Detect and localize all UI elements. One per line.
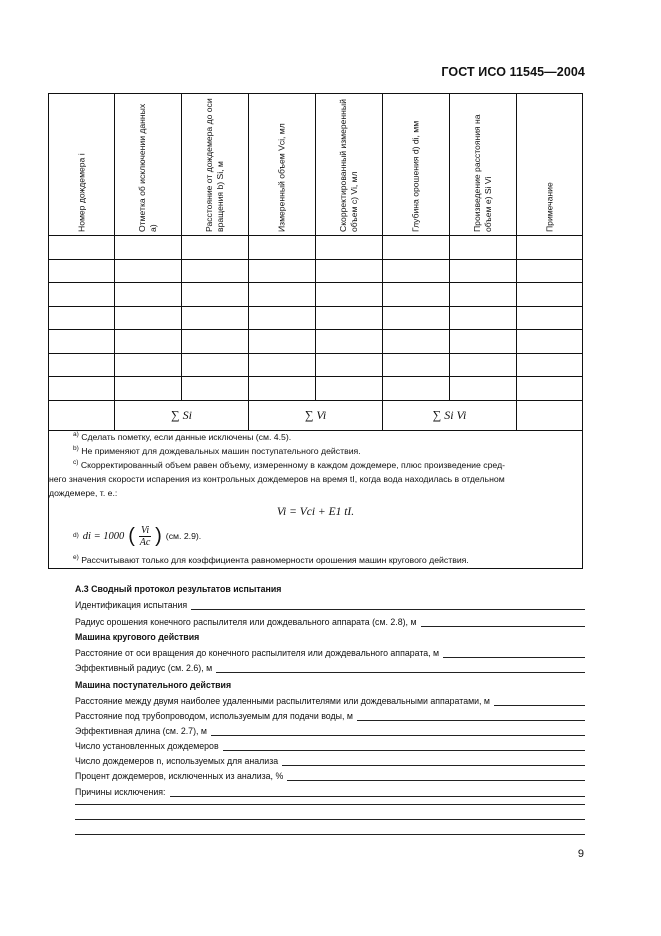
reasons-line[interactable] xyxy=(75,819,585,820)
table-row xyxy=(49,283,583,307)
document-id: ГОСТ ИСО 11545—2004 xyxy=(441,65,585,79)
sum-sv: ∑ Si Vi xyxy=(383,400,517,430)
table-cell[interactable] xyxy=(383,259,450,283)
radius-field[interactable]: Радиус орошения конечного распылителя или дождевального аппарата (см. 2.8), м xyxy=(75,613,585,627)
sum-row xyxy=(49,400,583,430)
table-cell[interactable] xyxy=(316,330,383,354)
sum-cell-empty xyxy=(49,400,115,430)
table-cell[interactable] xyxy=(450,283,517,307)
table-cell[interactable] xyxy=(249,306,316,330)
table-cell[interactable] xyxy=(115,353,182,377)
sum-s: ∑ Si xyxy=(115,400,249,430)
table-cell[interactable] xyxy=(115,377,182,401)
table-cell[interactable] xyxy=(450,377,517,401)
table-row xyxy=(49,259,583,283)
table-cell[interactable] xyxy=(182,236,249,260)
note-c-end: дождемере, т. е.: xyxy=(49,487,118,498)
note-c-cont: него значения скорости испарения из контрольных дождемеров на время tI, когда вода находилась в отдельном xyxy=(49,473,505,484)
table-cell[interactable] xyxy=(249,259,316,283)
table-cell[interactable] xyxy=(316,353,383,377)
table-cell[interactable] xyxy=(517,283,583,307)
table-cell[interactable] xyxy=(49,236,115,260)
test-data-table xyxy=(48,93,583,569)
table-cell[interactable] xyxy=(49,377,115,401)
table-cell[interactable] xyxy=(115,330,182,354)
linear-machine-title: Машина поступательного действия xyxy=(75,680,232,690)
table-cell[interactable] xyxy=(49,259,115,283)
used-gauges-field[interactable]: Число дождемеров n, используемых для анализа xyxy=(75,752,585,766)
table-cell[interactable] xyxy=(115,283,182,307)
table-cell[interactable] xyxy=(517,306,583,330)
table-cell[interactable] xyxy=(182,306,249,330)
col-header-gauge-number: Номер дождемера i xyxy=(49,94,115,236)
table-cell[interactable] xyxy=(316,259,383,283)
table-cell[interactable] xyxy=(517,353,583,377)
table-row xyxy=(49,330,583,354)
table-cell[interactable] xyxy=(182,283,249,307)
col-header-note: Примечание xyxy=(517,94,583,236)
table-cell[interactable] xyxy=(49,353,115,377)
col-header-depth: Глубина орошения d) di, мм xyxy=(383,94,450,236)
table-cell[interactable] xyxy=(316,236,383,260)
table-cell[interactable] xyxy=(115,236,182,260)
table-cell[interactable] xyxy=(49,306,115,330)
table-cell[interactable] xyxy=(383,306,450,330)
table-cell[interactable] xyxy=(450,330,517,354)
table-cell[interactable] xyxy=(316,283,383,307)
table-cell[interactable] xyxy=(383,330,450,354)
table-row xyxy=(49,306,583,330)
table-cell[interactable] xyxy=(316,377,383,401)
table-cell[interactable] xyxy=(316,306,383,330)
col-header-corrected-volume: Скорректированный измеренный объем c) Vi, мл xyxy=(316,94,383,236)
reasons-line[interactable] xyxy=(75,834,585,835)
table-cell[interactable] xyxy=(383,283,450,307)
fraction-denominator: Ac xyxy=(139,536,151,548)
table-cell[interactable] xyxy=(383,377,450,401)
page-number: 9 xyxy=(577,848,584,860)
formula-corrected-volume: Vi = Vci + E1 tI. xyxy=(276,505,355,518)
table-cell[interactable] xyxy=(249,283,316,307)
note-b: $^{b)}$ Не применяют для дождевальных машин поступательного действия. xyxy=(73,444,361,456)
excluded-percent-field[interactable]: Процент дождемеров, исключенных из анализа, % xyxy=(75,767,585,781)
table-cell[interactable] xyxy=(249,377,316,401)
col-header-measured-volume: Измеренный объем Vci, мл xyxy=(249,94,316,236)
table-cell[interactable] xyxy=(182,330,249,354)
circular-machine-title: Машина кругового действия xyxy=(75,632,200,642)
table-cell[interactable] xyxy=(115,306,182,330)
table-cell[interactable] xyxy=(450,236,517,260)
table-cell[interactable] xyxy=(517,377,583,401)
table-cell[interactable] xyxy=(182,377,249,401)
distance-remote-field[interactable]: Расстояние между двумя наиболее удаленными распылителями или дождевальными аппаратами, м xyxy=(75,692,585,706)
table-row xyxy=(49,236,583,260)
note-e: $^{e)}$ Рассчитывают только для коэффициента равномерности орошения машин кругового действия. xyxy=(73,553,469,565)
distance-axis-field[interactable]: Расстояние от оси вращения до конечного распылителя или дождевального аппарата, м xyxy=(75,644,585,658)
notes-row xyxy=(49,430,583,568)
distance-pipe-field[interactable]: Расстояние под трубопроводом, используемым для подачи воды, м xyxy=(75,707,585,721)
table-cell[interactable] xyxy=(450,259,517,283)
fraction-numerator: Vi xyxy=(140,524,150,536)
table-cell[interactable] xyxy=(115,259,182,283)
table-cell[interactable] xyxy=(517,236,583,260)
reasons-line[interactable] xyxy=(75,804,585,805)
installed-gauges-field[interactable]: Число установленных дождемеров xyxy=(75,737,585,751)
effective-length-field[interactable]: Эффективная длина (см. 2.7), м xyxy=(75,722,585,736)
table-row xyxy=(49,353,583,377)
table-cell[interactable] xyxy=(383,236,450,260)
table-cell[interactable] xyxy=(383,353,450,377)
col-header-product: Произведение расстояния на объем e) Si Vi xyxy=(450,94,517,236)
section-title: А.3 Сводный протокол результатов испытания xyxy=(75,584,282,594)
exclusion-reasons-field[interactable]: Причины исключения: xyxy=(75,783,585,797)
identification-field[interactable]: Идентификация испытания xyxy=(75,596,585,610)
table-cell[interactable] xyxy=(450,353,517,377)
note-a: $^{a)}$ Сделать пометку, если данные исключены (см. 4.5). xyxy=(73,430,292,442)
table-cell[interactable] xyxy=(182,259,249,283)
table-cell[interactable] xyxy=(517,330,583,354)
table-cell[interactable] xyxy=(450,306,517,330)
table-cell[interactable] xyxy=(49,283,115,307)
col-header-exclusion-mark: Отметка об исключении данных a) xyxy=(115,94,182,236)
table-cell[interactable] xyxy=(249,353,316,377)
table-cell[interactable] xyxy=(249,236,316,260)
note-d: d) di = 1000 ( $\frac{Vi}{Ac}$ ) (см. 2.9). xyxy=(73,524,202,548)
table-row xyxy=(49,377,583,401)
sum-v: ∑ Vi xyxy=(249,400,383,430)
effective-radius-field[interactable]: Эффективный радиус (см. 2.6), м xyxy=(75,659,585,673)
col-header-distance: Расстояние от дождемера до оси вращения b) Si, м xyxy=(182,94,249,236)
sum-cell-empty xyxy=(517,400,583,430)
table-cell[interactable] xyxy=(517,259,583,283)
table-cell[interactable] xyxy=(249,330,316,354)
notes-cell xyxy=(49,430,583,568)
note-c: $^{c)}$ Скорректированный объем равен объему, измеренному в каждом дождемере, плюс произведение сред- xyxy=(73,458,506,470)
table-cell[interactable] xyxy=(49,330,115,354)
table-cell[interactable] xyxy=(182,353,249,377)
